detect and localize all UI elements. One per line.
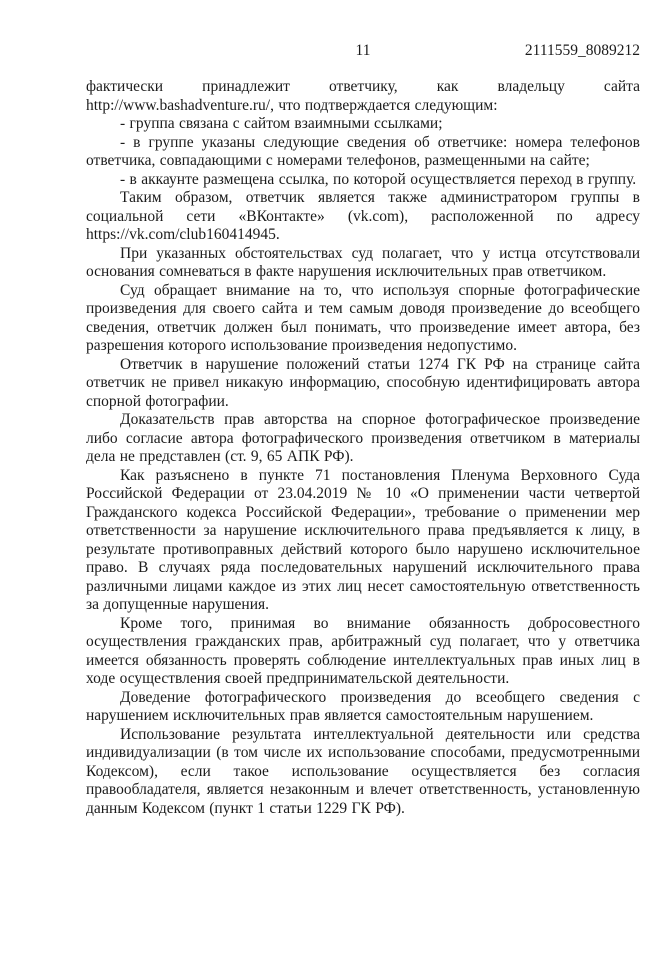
body-paragraph-list-item: - группа связана с сайтом взаимными ссылками;: [120, 115, 443, 132]
body-paragraph: При указанных обстоятельствах суд полагает, что у истца отсутствовали основания сомневаться в факте нарушения исключительных прав ответчиком.: [86, 244, 640, 280]
body-paragraph: фактически принадлежит ответчику, как владельцу сайта http://www.bashadventure.ru/, что подтверждается следующим:: [86, 78, 640, 114]
body-paragraph: Кроме того, принимая во внимание обязанность добросовестного осуществления гражданских прав, арбитражный суд полагает, что у ответчика имеется обязанность проверять соблюдение интеллектуальных прав иных лиц в ходе осуществления своей предпринимательской деятельности.: [86, 614, 640, 687]
body-paragraph: Таким образом, ответчик является также администратором группы в социальной сети «ВКонтакте» (vk.com), расположенной по адресу https://vk.com/club160414945.: [86, 189, 640, 243]
document-code: 2111559_8089212: [524, 42, 640, 59]
body-paragraph-list-item: - в группе указаны следующие сведения об ответчике: номера телефонов ответчика, совпадающими с номерами телефонов, размещенными на сайте;: [86, 133, 640, 169]
body-paragraph: Использование результата интеллектуальной деятельности или средства индивидуализации (в том числе их использование способами, предусмотренными Кодексом), если такое использование осуществляется без согласия правообладателя, является незаконным и влечет ответственность, установленную данным Кодексом (пункт 1 статьи 1229 ГК РФ).: [86, 725, 640, 817]
document-body: [86, 78, 640, 818]
page-header: [86, 41, 640, 60]
body-paragraph: Доведение фотографического произведения до всеобщего сведения с нарушением исключительных прав является самостоятельным нарушением.: [86, 688, 640, 724]
body-paragraph: Как разъяснено в пункте 71 постановления Пленума Верховного Суда Российской Федерации от 23.04.2019 № 10 «О применении части четвертой Гражданского кодекса Российской Федерации», требование о применении мер ответственности за нарушение исключительного права предъявляется к лицу, в результате противоправных действий которого было нарушено исключительное право. В случаях ряда последовательных нарушений исключительного права различными лицами каждое из этих лиц несет самостоятельную ответственность за допущенные нарушения.: [86, 466, 640, 613]
page-number: 11: [355, 42, 371, 59]
body-paragraph: Суд обращает внимание на то, что используя спорные фотографические произведения для своего сайта и тем самым доводя произведение до всеобщего сведения, ответчик должен был понимать, что произведение имеет автора, без разрешения которого использование произведения недопустимо.: [86, 281, 640, 354]
body-paragraph: Ответчик в нарушение положений статьи 1274 ГК РФ на странице сайта ответчик не привел никакую информацию, способную идентифицировать автора спорной фотографии.: [86, 355, 640, 410]
body-paragraph: Доказательств прав авторства на спорное фотографическое произведение либо согласие автора фотографического произведения ответчиком в материалы дела не представлен (ст. 9, 65 АПК РФ).: [86, 411, 640, 465]
body-paragraph-list-item: - в аккаунте размещена ссылка, по которой осуществляется переход в группу.: [120, 170, 637, 188]
